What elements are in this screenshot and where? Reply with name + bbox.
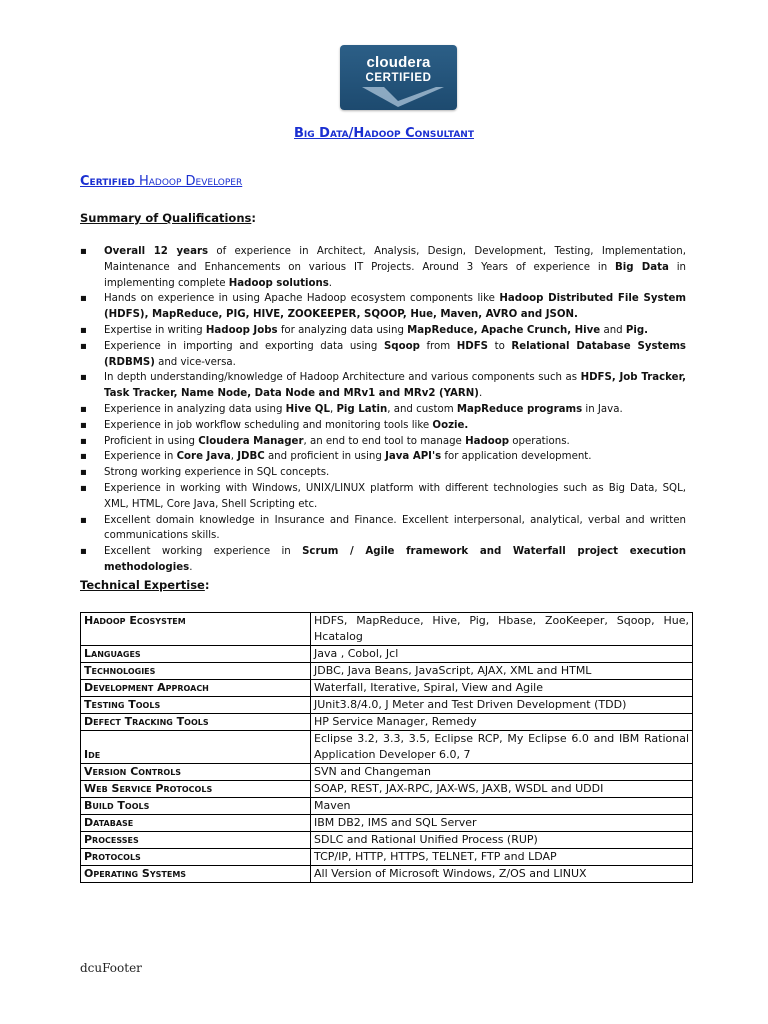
tech-category-cell: Version Controls bbox=[81, 764, 311, 781]
qualification-item bbox=[80, 323, 686, 339]
document-title: Big Data/Hadoop Consultant bbox=[294, 126, 474, 141]
tech-category-cell: Hadoop Ecosystem bbox=[81, 613, 311, 646]
technical-heading-colon: : bbox=[204, 578, 210, 592]
qualification-text: Expertise in writing bbox=[104, 324, 206, 336]
qualification-text: Experience in importing and exporting data using bbox=[104, 340, 384, 352]
table-row bbox=[81, 781, 693, 798]
qualification-text: Excellent working experience in bbox=[104, 546, 303, 558]
qualification-text: Strong working experience in SQL concepts. bbox=[104, 467, 330, 479]
qualification-bold-text: HDFS, Job Tracker, Task Tracker, Name Node, Data Node and MRv1 and MRv2 (YARN) bbox=[104, 372, 686, 400]
table-row bbox=[81, 832, 693, 849]
subtitle-rest: Hadoop Developer bbox=[134, 174, 243, 189]
qualification-text: Hands on experience in using Apache Hadoop ecosystem components like bbox=[104, 293, 500, 305]
tech-category-cell: Testing Tools bbox=[81, 697, 311, 714]
bullet-icon: ▪ bbox=[80, 546, 87, 558]
tech-value-cell: SVN and Changeman bbox=[311, 764, 693, 781]
qualification-item bbox=[80, 465, 686, 481]
qualification-bold-text: Core Java bbox=[176, 451, 231, 463]
tech-category-cell: Build Tools bbox=[81, 798, 311, 815]
tech-value-cell: IBM DB2, IMS and SQL Server bbox=[311, 815, 693, 832]
bullet-icon: ▪ bbox=[80, 482, 87, 494]
tech-value-cell: Java , Cobol, Jcl bbox=[311, 646, 693, 663]
tech-value-cell: HP Service Manager, Remedy bbox=[311, 714, 693, 731]
table-row bbox=[81, 815, 693, 832]
tech-category-cell: Protocols bbox=[81, 849, 311, 866]
tech-category-cell: Technologies bbox=[81, 663, 311, 680]
qualification-text: and bbox=[600, 324, 626, 336]
qualification-text: . bbox=[189, 561, 193, 573]
document-subtitle bbox=[80, 174, 242, 189]
qualification-text: , bbox=[230, 451, 238, 463]
bullet-icon: ▪ bbox=[80, 293, 87, 305]
qualification-text: , and custom bbox=[387, 403, 457, 415]
qualification-text: operations. bbox=[509, 435, 570, 447]
qualification-text: , bbox=[329, 403, 337, 415]
qualification-text: , an end to end tool to manage bbox=[303, 435, 466, 447]
qualification-text: Proficient in using bbox=[104, 435, 199, 447]
tech-category-cell: Operating Systems bbox=[81, 866, 311, 883]
bullet-icon: ▪ bbox=[80, 467, 87, 479]
qualification-bold-text: Pig. bbox=[625, 324, 648, 336]
table-row bbox=[81, 764, 693, 781]
summary-heading bbox=[80, 211, 256, 225]
cloudera-certified-logo bbox=[340, 45, 457, 110]
qualification-text: Experience in working with Windows, UNIX/LINUX platform with different technologies such as Big Data, SQL, XML, HTML, Core Java, Shell Scripting etc. bbox=[104, 482, 686, 510]
qualification-text: Excellent domain knowledge in Insurance and Finance. Excellent interpersonal, analytical, verbal and written communications skills. bbox=[104, 514, 686, 542]
bullet-icon: ▪ bbox=[80, 403, 87, 415]
qualification-text: for application development. bbox=[441, 451, 592, 463]
qualification-bold-text: Pig Latin bbox=[336, 403, 388, 415]
technical-expertise-table bbox=[80, 612, 693, 883]
table-row bbox=[81, 849, 693, 866]
qualification-bold-text: Cloudera Manager bbox=[198, 435, 304, 447]
qualification-text: for analyzing data using bbox=[277, 324, 408, 336]
qualification-item bbox=[80, 291, 686, 323]
qualification-bold-text: Hadoop solutions bbox=[228, 277, 329, 289]
page-footer: dcuFooter bbox=[80, 961, 142, 975]
qualification-bold-text: JDBC bbox=[237, 451, 265, 463]
tech-value-cell: HDFS, MapReduce, Hive, Pig, Hbase, ZooKeeper, Sqoop, Hue, Hcatalog bbox=[311, 613, 693, 646]
qualification-bold-text: Scrum / Agile framework and Waterfall project execution methodologies bbox=[104, 546, 686, 573]
qualification-text: of experience in Architect, Analysis, Design, Development, Testing, Implementation, Maintenance and Enhancements on various IT Projects. Around 3 Years of experience in bbox=[104, 246, 686, 273]
qualification-bold-text: Relational Database Systems (RDBMS) bbox=[104, 340, 686, 368]
tech-category-cell: Ide bbox=[81, 731, 311, 764]
bullet-icon: ▪ bbox=[80, 372, 87, 384]
qualification-bold-text: Sqoop bbox=[383, 340, 420, 352]
qualification-text: In depth understanding/knowledge of Hadoop Architecture and various components such as bbox=[104, 372, 581, 384]
qualification-text: Experience in analyzing data using bbox=[104, 403, 286, 415]
qualification-bold-text: HDFS bbox=[456, 340, 489, 352]
tech-category-cell: Database bbox=[81, 815, 311, 832]
tech-category-cell: Development Approach bbox=[81, 680, 311, 697]
qualification-item bbox=[80, 370, 686, 402]
qualification-item bbox=[80, 513, 686, 545]
qualification-text: Experience in bbox=[104, 451, 177, 463]
qualifications-list bbox=[80, 244, 686, 576]
bullet-icon: ▪ bbox=[80, 514, 87, 526]
qualification-text: in Java. bbox=[582, 403, 623, 415]
qualification-text: to bbox=[488, 340, 512, 352]
qualification-item bbox=[80, 244, 686, 291]
logo-certified-text: CERTIFIED bbox=[365, 72, 432, 84]
qualification-text: Experience in job workflow scheduling and monitoring tools like bbox=[104, 419, 433, 431]
qualification-bold-text: Big Data bbox=[615, 261, 669, 273]
tech-category-cell: Languages bbox=[81, 646, 311, 663]
qualification-bold-text: Hadoop bbox=[465, 435, 510, 447]
qualification-bold-text: MapReduce, Apache Crunch, Hive bbox=[407, 324, 601, 336]
qualification-bold-text: MapReduce programs bbox=[456, 403, 583, 415]
qualification-text: and vice-versa. bbox=[154, 356, 236, 368]
qualification-text: . bbox=[478, 388, 483, 400]
tech-value-cell: Eclipse 3.2, 3.3, 3.5, Eclipse RCP, My Eclipse 6.0 and IBM Rational Application Developer 6.0, 7 bbox=[311, 731, 693, 764]
bullet-icon: ▪ bbox=[80, 435, 87, 447]
logo-brand-text: cloudera bbox=[366, 54, 431, 71]
qualification-item bbox=[80, 339, 686, 371]
qualification-text: in implementing complete bbox=[104, 261, 687, 289]
qualification-bold-text: Java API's bbox=[385, 451, 442, 463]
qualification-bold-text: Overall 12 years bbox=[104, 246, 209, 257]
table-row bbox=[81, 714, 693, 731]
technical-heading-text: Technical Expertise bbox=[80, 578, 205, 592]
table-row bbox=[81, 697, 693, 714]
tech-value-cell: JDBC, Java Beans, JavaScript, AJAX, XML and HTML bbox=[311, 663, 693, 680]
bullet-icon: ▪ bbox=[80, 340, 87, 352]
table-row bbox=[81, 731, 693, 764]
table-row bbox=[81, 646, 693, 663]
tech-value-cell: JUnit3.8/4.0, J Meter and Test Driven Development (TDD) bbox=[311, 697, 693, 714]
table-row bbox=[81, 613, 693, 646]
qualification-bold-text: Hadoop Distributed File System (HDFS), MapReduce, PIG, HIVE, ZOOKEEPER, SQOOP, Hue, Maven, AVRO and JSON. bbox=[104, 293, 686, 321]
qualification-text: and proficient in using bbox=[264, 451, 386, 463]
summary-heading-colon: : bbox=[251, 211, 256, 225]
tech-category-cell: Web Service Protocols bbox=[81, 781, 311, 798]
tech-value-cell: SOAP, REST, JAX-RPC, JAX-WS, JAXB, WSDL and UDDI bbox=[311, 781, 693, 798]
tech-value-cell: Maven bbox=[311, 798, 693, 815]
table-row bbox=[81, 663, 693, 680]
tech-value-cell: Waterfall, Iterative, Spiral, View and Agile bbox=[311, 680, 693, 697]
subtitle-bold: Certified bbox=[80, 174, 135, 189]
qualification-item bbox=[80, 402, 686, 418]
qualification-item bbox=[80, 449, 686, 465]
bullet-icon: ▪ bbox=[80, 419, 87, 431]
table-row bbox=[81, 866, 693, 883]
qualification-text: . bbox=[328, 277, 333, 289]
bullet-icon: ▪ bbox=[80, 246, 87, 257]
technical-heading bbox=[80, 578, 209, 592]
tech-category-cell: Processes bbox=[81, 832, 311, 849]
tech-value-cell: All Version of Microsoft Windows, Z/OS and LINUX bbox=[311, 866, 693, 883]
qualification-bold-text: Oozie. bbox=[432, 419, 469, 431]
tech-value-cell: TCP/IP, HTTP, HTTPS, TELNET, FTP and LDAP bbox=[311, 849, 693, 866]
summary-heading-text: Summary of Qualifications bbox=[80, 211, 252, 225]
table-row bbox=[81, 798, 693, 815]
tech-value-cell: SDLC and Rational Unified Process (RUP) bbox=[311, 832, 693, 849]
qualification-item bbox=[80, 481, 686, 513]
qualification-bold-text: Hadoop Jobs bbox=[205, 324, 278, 336]
qualification-item bbox=[80, 434, 686, 450]
bullet-icon: ▪ bbox=[80, 324, 87, 336]
bullet-icon: ▪ bbox=[80, 451, 87, 463]
qualification-text: from bbox=[419, 340, 457, 352]
qualification-bold-text: Hive QL bbox=[285, 403, 330, 415]
table-row bbox=[81, 680, 693, 697]
tech-category-cell: Defect Tracking Tools bbox=[81, 714, 311, 731]
qualification-item bbox=[80, 544, 686, 576]
qualification-item bbox=[80, 418, 686, 434]
